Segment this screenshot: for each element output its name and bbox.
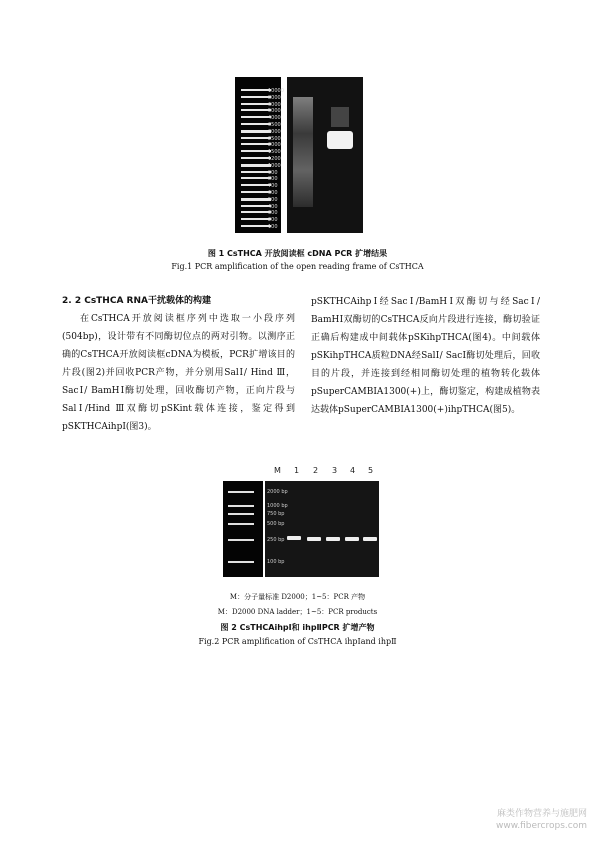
- fig1-ladder-label: 3500: [268, 122, 281, 128]
- fig2-lane-label: 3: [332, 466, 338, 475]
- fig1-ladder-label: 2000: [268, 142, 281, 149]
- fig2-ladder-band: [228, 539, 254, 541]
- fig1-ladder-label: 6000: [268, 101, 281, 108]
- left-column: [62, 310, 295, 436]
- fig1-ladder-label: 2500: [268, 135, 281, 142]
- fig2-ladder-label: 100 bp: [267, 559, 285, 565]
- fig2-pcr-product-band: [307, 537, 321, 541]
- fig2-pcr-product-band: [363, 537, 377, 541]
- fig2-pcr-gel-image: [265, 481, 379, 577]
- fig1-ladder-label: 8000: [268, 94, 281, 101]
- fig1-caption-en: Fig.1 PCR amplification of the open reading frame of CsTHCA: [171, 262, 424, 271]
- fig2-ladder-label: 500 bp: [267, 521, 285, 527]
- fig2-ladder-gel-image: [223, 481, 263, 577]
- fig2-legend-cn: M：分子量标准 D2000；1~5：PCR 产物: [229, 593, 366, 601]
- fig2-pcr-product-band: [345, 537, 359, 541]
- fig2-ladder-band: [228, 523, 254, 525]
- watermark-line2: www.fibercrops.com: [496, 821, 587, 831]
- fig1-ladder-label: 3000: [268, 128, 281, 135]
- fig1-caption-cn: 图 1 CsTHCA 开放阅读框 cDNA PCR 扩增结果: [207, 249, 388, 258]
- fig2-pcr-product-band: [326, 537, 340, 541]
- fig2-lane-label: 5: [368, 466, 374, 475]
- right-column: [311, 293, 540, 419]
- fig2-ladder-band: [228, 505, 254, 507]
- fig2-caption-cn: 图 2 CsTHCAihpⅠ和 ihpⅡPCR 扩增产物: [220, 623, 375, 632]
- fig1-ladder-label: 100: [268, 224, 278, 230]
- fig2-lane-label: M: [274, 466, 281, 475]
- fig2-ladder-label: 1000 bp: [267, 503, 288, 509]
- fig1-lane-ladder-band: [293, 97, 313, 207]
- site-watermark: [496, 808, 587, 832]
- fig1-ladder-label: 400: [268, 203, 278, 210]
- fig2-ladder-band: [228, 561, 254, 563]
- section-heading: 2. 2 CsTHCA RNA干扰载体的构建: [62, 296, 211, 306]
- fig2-ladder-band: [228, 513, 254, 515]
- fig1-ladder-label: 600: [268, 190, 278, 196]
- fig2-caption-en: Fig.2 PCR amplification of CsTHCA ihpⅠand ihpⅡ: [198, 637, 397, 646]
- fig1-ladder-label: 10000: [268, 88, 284, 94]
- fig1-ladder-label: 300: [268, 210, 278, 217]
- fig1-ladder-label: 1200: [268, 156, 281, 162]
- fig2-pcr-product-band: [287, 536, 301, 540]
- right-paragraph: pSKTHCAihpⅠ经SacⅠ/BamHⅠ双酶切与经SacⅠ/ BamHⅠ双酶切的CsTHCA反向片段进行连接，酶切验证正确后构建成中间载体pSKihpTHCA(图4)。中间载体pSKihpTHCA质粒DNA经SalⅠ/ SacⅠ酶切处理后，回收目的片段，并连接到经相同酶切处理的植物转化载体pSuperCAMBIA1300(+)上，酶切鉴定，构建成植物表达载体pSuperCAMBIA1300(+)ihpTHCA(图5)。: [311, 297, 540, 415]
- fig1-ladder-labels: [258, 88, 288, 228]
- fig1-smear-band: [331, 107, 349, 127]
- fig2-ladder-label: 750 bp: [267, 511, 285, 517]
- fig1-ladder-label: 500: [268, 196, 278, 203]
- fig1-ladder-label: 800: [268, 176, 278, 183]
- fig1-ladder-label: 4000: [268, 115, 281, 122]
- fig1-pcr-product-band: [327, 131, 353, 149]
- watermark-line1: 麻类作物营养与施肥网: [496, 809, 587, 819]
- fig2-ladder-band: [228, 491, 254, 493]
- left-paragraph: 在CsTHCA开放阅读框序列中选取一小段序列(504bp)，设计带有不同酶切位点的两对引物。以测序正确的CsTHCA开放阅读框cDNA为模板，PCR扩增该目的片段(图2)并回收PCR产物，并分别用SalⅠ/ Hind Ⅲ，SacⅠ/ BamHⅠ酶切处理，回收酶切产物，正向片段与SalⅠ/Hind Ⅲ双酶切pSKint载体连接，鉴定得到pSKTHCAihpⅠ(图3)。: [62, 314, 295, 432]
- fig2-ladder-label: 250 bp: [267, 537, 285, 543]
- fig2-lane-label: 1: [294, 466, 300, 475]
- fig2-ladder-label: 2000 bp: [267, 489, 288, 495]
- fig1-ladder-label: 200: [268, 217, 278, 224]
- fig1-ladder-label: 1000: [268, 162, 281, 169]
- fig1-pcr-gel-image: [287, 77, 363, 233]
- fig2-legend-en: M：D2000 DNA ladder；1~5：PCR products: [217, 608, 378, 616]
- fig2-lane-label: 2: [313, 466, 319, 475]
- fig1-ladder-label: 1500: [268, 149, 281, 156]
- fig2-lane-label: 4: [350, 466, 356, 475]
- fig1-ladder-label: 700: [268, 183, 278, 190]
- fig1-ladder-label: 5000: [268, 108, 281, 115]
- fig1-ladder-label: 900: [268, 169, 278, 176]
